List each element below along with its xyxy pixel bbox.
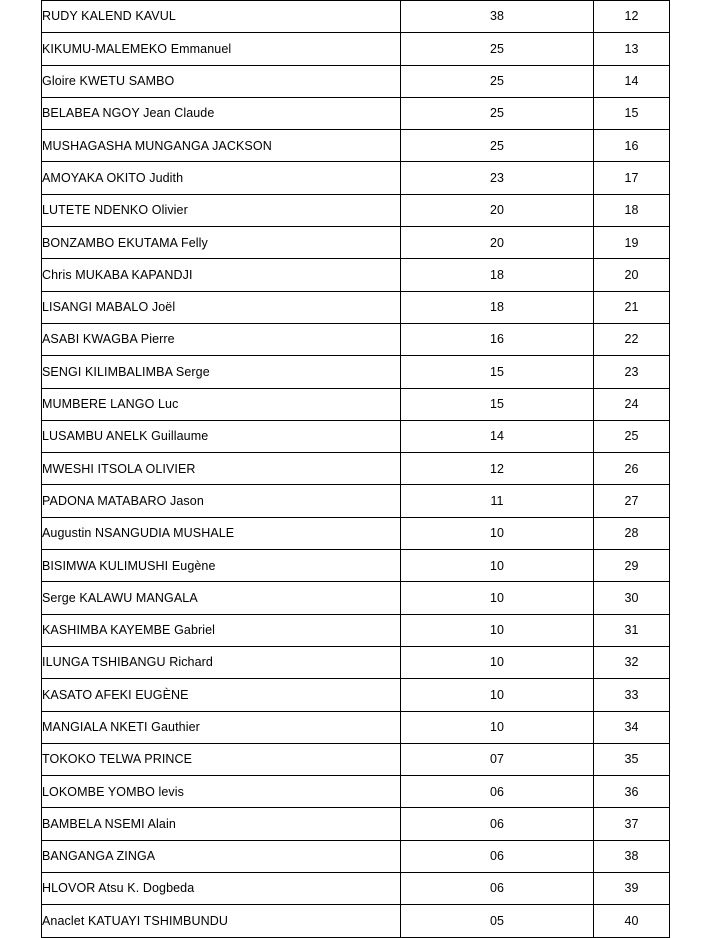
rank-cell: 34 (594, 711, 670, 743)
votes-cell: 10 (401, 679, 594, 711)
rank-cell: 29 (594, 550, 670, 582)
votes-cell: 10 (401, 550, 594, 582)
table-row (42, 194, 670, 226)
votes-cell: 25 (401, 97, 594, 129)
votes-cell: 10 (401, 517, 594, 549)
table-row (42, 808, 670, 840)
candidate-name-cell: SENGI KILIMBALIMBA Serge (42, 356, 401, 388)
votes-cell: 05 (401, 905, 594, 937)
rank-cell: 15 (594, 97, 670, 129)
candidate-name-cell: LOKOMBE YOMBO levis (42, 776, 401, 808)
candidate-name-cell: MUMBERE LANGO Luc (42, 388, 401, 420)
candidate-name-cell: BANGANGA ZINGA (42, 840, 401, 872)
votes-cell: 38 (401, 1, 594, 33)
table-row (42, 905, 670, 937)
rank-cell: 40 (594, 905, 670, 937)
table-row (42, 776, 670, 808)
candidate-name-cell: ASABI KWAGBA Pierre (42, 323, 401, 355)
table-row (42, 388, 670, 420)
rank-cell: 26 (594, 453, 670, 485)
table-row (42, 420, 670, 452)
candidate-name-cell: KIKUMU-MALEMEKO Emmanuel (42, 33, 401, 65)
table-row (42, 1, 670, 33)
results-table-body (42, 1, 670, 938)
votes-cell: 06 (401, 776, 594, 808)
table-row (42, 291, 670, 323)
table-row (42, 97, 670, 129)
rank-cell: 32 (594, 646, 670, 678)
candidate-name-cell: MANGIALA NKETI Gauthier (42, 711, 401, 743)
votes-cell: 07 (401, 743, 594, 775)
table-row (42, 614, 670, 646)
table-row (42, 743, 670, 775)
rank-cell: 25 (594, 420, 670, 452)
rank-cell: 38 (594, 840, 670, 872)
candidate-name-cell: KASHIMBA KAYEMBE Gabriel (42, 614, 401, 646)
candidate-name-cell: MUSHAGASHA MUNGANGA JACKSON (42, 130, 401, 162)
rank-cell: 20 (594, 259, 670, 291)
candidate-name-cell: Augustin NSANGUDIA MUSHALE (42, 517, 401, 549)
votes-cell: 16 (401, 323, 594, 355)
candidate-name-cell: TOKOKO TELWA PRINCE (42, 743, 401, 775)
rank-cell: 27 (594, 485, 670, 517)
table-row (42, 517, 670, 549)
candidate-name-cell: BAMBELA NSEMI Alain (42, 808, 401, 840)
rank-cell: 17 (594, 162, 670, 194)
table-row (42, 259, 670, 291)
table-row (42, 582, 670, 614)
votes-cell: 12 (401, 453, 594, 485)
table-row (42, 130, 670, 162)
rank-cell: 24 (594, 388, 670, 420)
rank-cell: 13 (594, 33, 670, 65)
table-row (42, 711, 670, 743)
votes-cell: 25 (401, 65, 594, 97)
rank-cell: 35 (594, 743, 670, 775)
candidate-name-cell: RUDY KALEND KAVUL (42, 1, 401, 33)
votes-cell: 06 (401, 873, 594, 905)
votes-cell: 15 (401, 356, 594, 388)
candidate-name-cell: HLOVOR Atsu K. Dogbeda (42, 873, 401, 905)
rank-cell: 39 (594, 873, 670, 905)
table-row (42, 679, 670, 711)
candidate-name-cell: BELABEA NGOY Jean Claude (42, 97, 401, 129)
rank-cell: 30 (594, 582, 670, 614)
table-row (42, 873, 670, 905)
votes-cell: 25 (401, 130, 594, 162)
votes-cell: 25 (401, 33, 594, 65)
rank-cell: 36 (594, 776, 670, 808)
candidate-name-cell: ILUNGA TSHIBANGU Richard (42, 646, 401, 678)
rank-cell: 16 (594, 130, 670, 162)
rank-cell: 19 (594, 227, 670, 259)
rank-cell: 28 (594, 517, 670, 549)
candidate-name-cell: LISANGI MABALO Joël (42, 291, 401, 323)
rank-cell: 21 (594, 291, 670, 323)
votes-cell: 18 (401, 259, 594, 291)
votes-cell: 23 (401, 162, 594, 194)
votes-cell: 10 (401, 614, 594, 646)
table-row (42, 453, 670, 485)
candidate-name-cell: LUSAMBU ANELK Guillaume (42, 420, 401, 452)
candidate-name-cell: BONZAMBO EKUTAMA Felly (42, 227, 401, 259)
candidate-name-cell: Chris MUKABA KAPANDJI (42, 259, 401, 291)
table-row (42, 323, 670, 355)
votes-cell: 20 (401, 194, 594, 226)
table-row (42, 550, 670, 582)
rank-cell: 12 (594, 1, 670, 33)
candidate-name-cell: BISIMWA KULIMUSHI Eugène (42, 550, 401, 582)
rank-cell: 33 (594, 679, 670, 711)
table-row (42, 162, 670, 194)
candidate-name-cell: AMOYAKA OKITO Judith (42, 162, 401, 194)
votes-cell: 20 (401, 227, 594, 259)
candidate-name-cell: PADONA MATABARO Jason (42, 485, 401, 517)
candidate-name-cell: MWESHI ITSOLA OLIVIER (42, 453, 401, 485)
rank-cell: 14 (594, 65, 670, 97)
candidate-name-cell: Anaclet KATUAYI TSHIMBUNDU (42, 905, 401, 937)
votes-cell: 14 (401, 420, 594, 452)
votes-cell: 18 (401, 291, 594, 323)
table-row (42, 356, 670, 388)
rank-cell: 18 (594, 194, 670, 226)
table-row (42, 646, 670, 678)
candidate-name-cell: KASATO AFEKI EUGÈNE (42, 679, 401, 711)
table-row (42, 65, 670, 97)
candidate-name-cell: Serge KALAWU MANGALA (42, 582, 401, 614)
votes-cell: 10 (401, 582, 594, 614)
table-row (42, 227, 670, 259)
votes-cell: 11 (401, 485, 594, 517)
candidate-name-cell: Gloire KWETU SAMBO (42, 65, 401, 97)
votes-cell: 15 (401, 388, 594, 420)
candidate-name-cell: LUTETE NDENKO Olivier (42, 194, 401, 226)
table-row (42, 840, 670, 872)
votes-cell: 06 (401, 840, 594, 872)
votes-cell: 10 (401, 711, 594, 743)
rank-cell: 22 (594, 323, 670, 355)
rank-cell: 23 (594, 356, 670, 388)
results-table (41, 0, 670, 938)
votes-cell: 10 (401, 646, 594, 678)
table-row (42, 33, 670, 65)
table-row (42, 485, 670, 517)
votes-cell: 06 (401, 808, 594, 840)
rank-cell: 31 (594, 614, 670, 646)
rank-cell: 37 (594, 808, 670, 840)
